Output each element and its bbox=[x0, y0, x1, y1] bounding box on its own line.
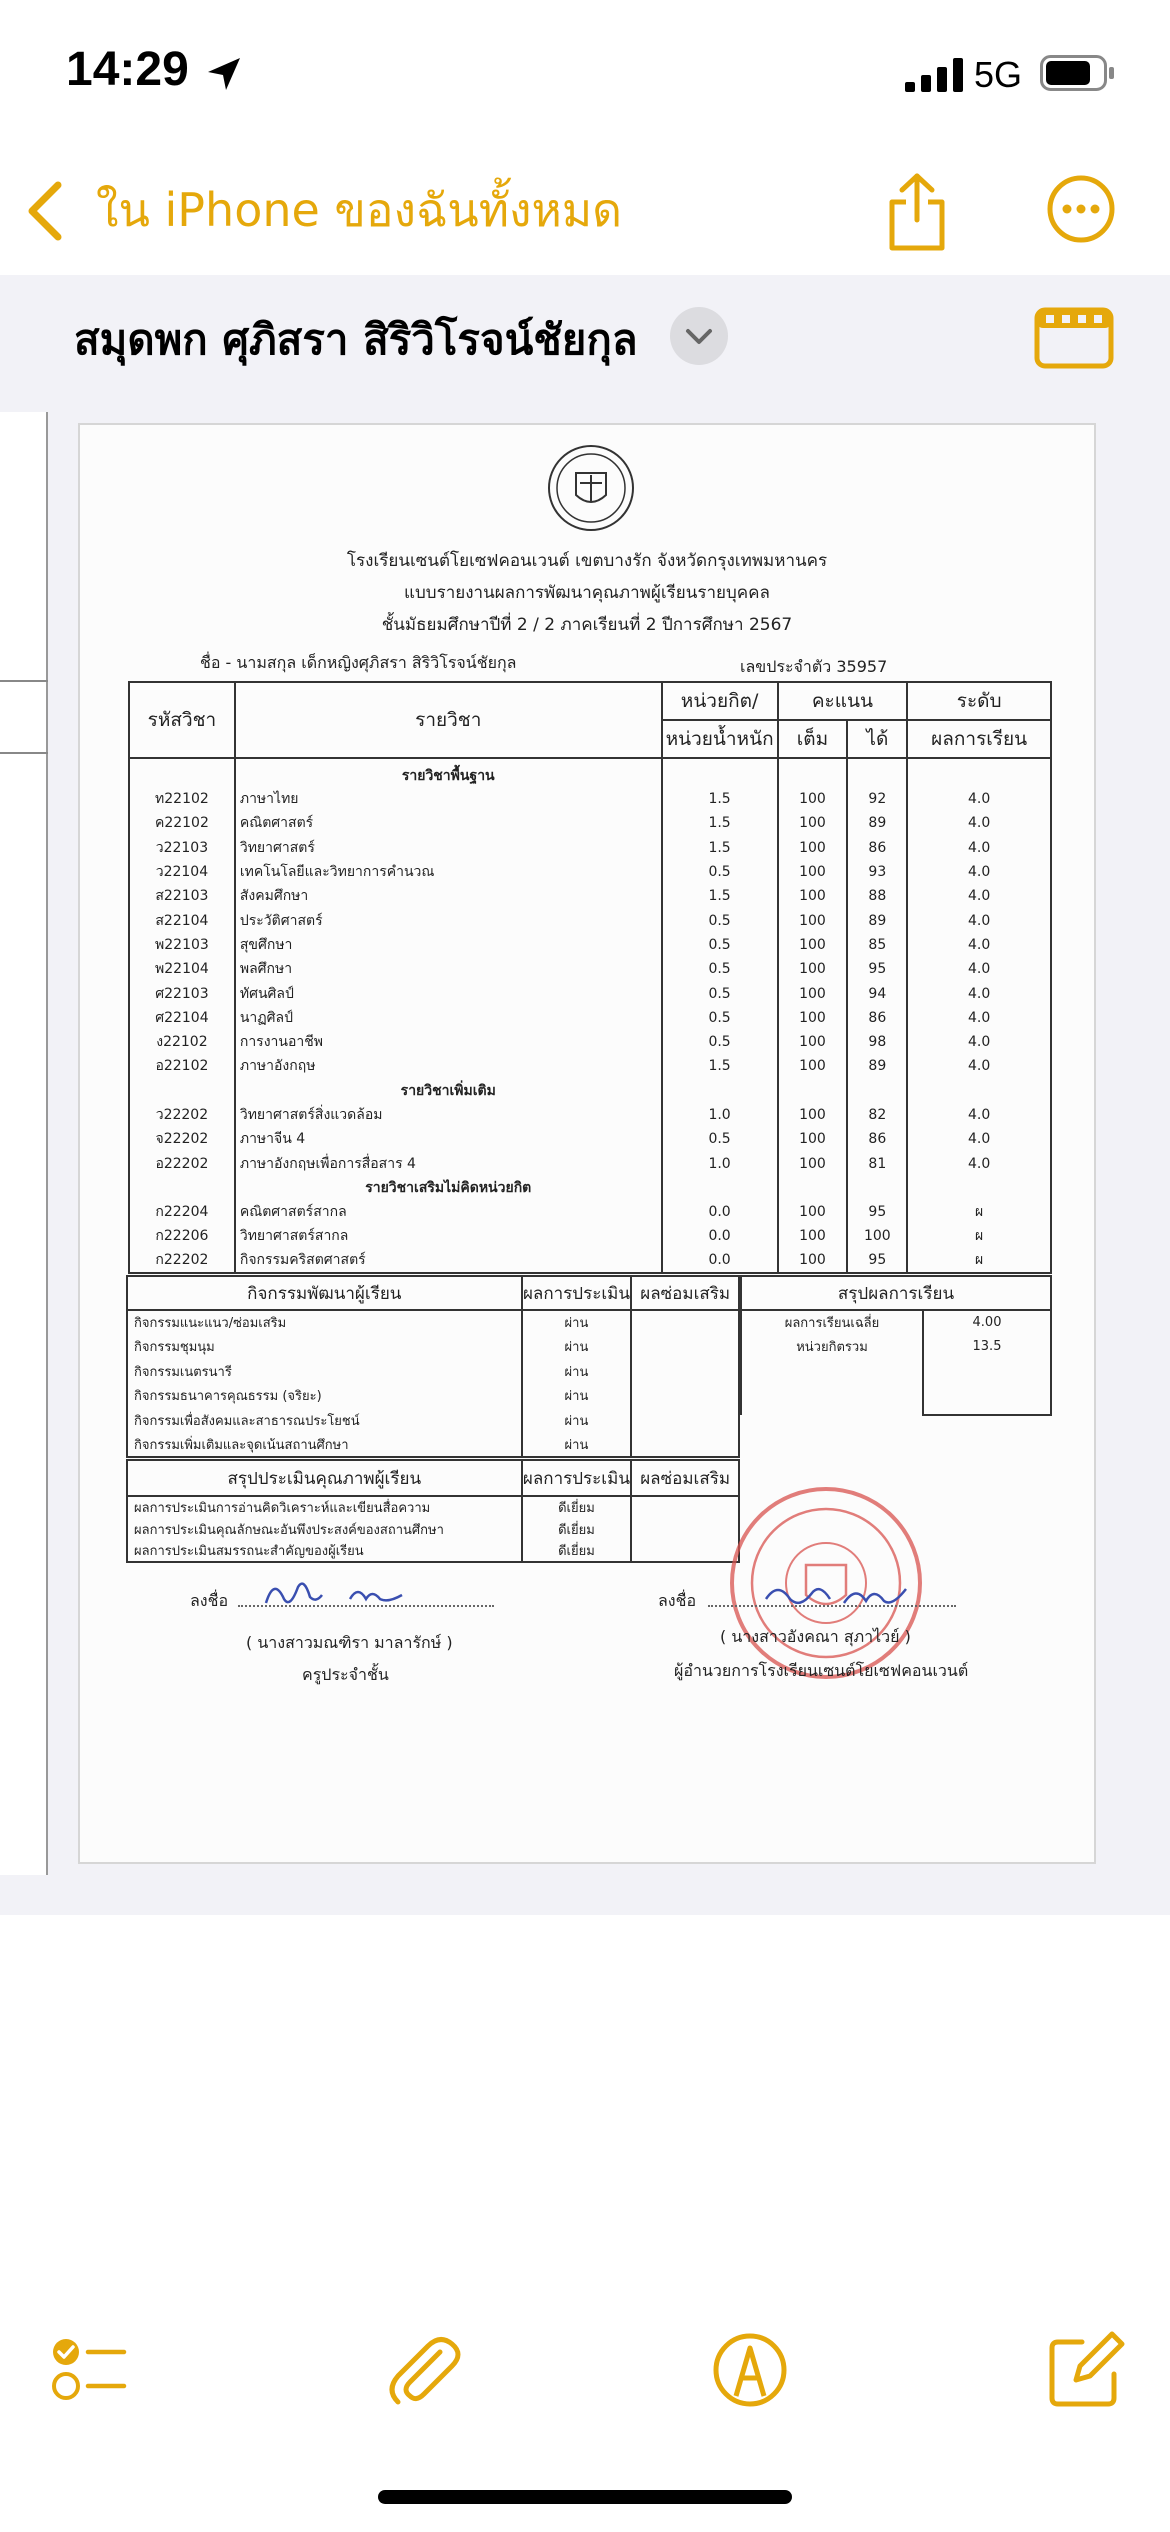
score-got: 88 bbox=[847, 884, 907, 908]
subject-code: พ22103 bbox=[129, 933, 235, 957]
score-got: 98 bbox=[847, 1030, 907, 1054]
table-row bbox=[129, 1151, 1051, 1175]
table-row bbox=[127, 1335, 739, 1360]
grade-level: 4.0 bbox=[907, 811, 1051, 835]
table-row bbox=[129, 981, 1051, 1005]
title-menu-button[interactable] bbox=[670, 307, 728, 365]
section-row bbox=[129, 758, 1051, 787]
battery-icon bbox=[1040, 55, 1116, 91]
row-remedy bbox=[631, 1518, 739, 1540]
subject-name: ภาษาจีน 4 bbox=[235, 1127, 662, 1151]
pen-tip-icon[interactable] bbox=[710, 2330, 790, 2410]
subject-code: จ22202 bbox=[129, 1127, 235, 1151]
student-name: ชื่อ - นามสกุล เด็กหญิงศุภิสรา สิริวิโรจน์ชัยกุล bbox=[200, 653, 517, 672]
row-result: ผ่าน bbox=[522, 1310, 632, 1335]
subject-credit: 1.5 bbox=[662, 787, 778, 811]
score-got: 89 bbox=[847, 811, 907, 835]
grade-level: ผ bbox=[907, 1249, 1051, 1273]
table-row bbox=[129, 811, 1051, 835]
score-got: 95 bbox=[847, 1200, 907, 1224]
table-row bbox=[129, 1054, 1051, 1078]
subject-code: ว22202 bbox=[129, 1103, 235, 1127]
col-quality-remedy: ผลซ่อมเสริม bbox=[631, 1460, 739, 1496]
row-remedy bbox=[631, 1384, 739, 1409]
table-row bbox=[129, 884, 1051, 908]
subject-credit: 0.5 bbox=[662, 908, 778, 932]
sign-label-right: ลงชื่อ bbox=[658, 1591, 697, 1610]
subject-name: วิทยาศาสตร์สิ่งแวดล้อม bbox=[235, 1103, 662, 1127]
subject-credit: 1.5 bbox=[662, 836, 778, 860]
subject-name: การงานอาชีพ bbox=[235, 1030, 662, 1054]
col-score: คะแนน bbox=[778, 682, 908, 720]
score-full: 100 bbox=[778, 1127, 848, 1151]
col-credit-bottom: หน่วยน้ำหนัก bbox=[662, 720, 778, 758]
subject-credit: 0.5 bbox=[662, 957, 778, 981]
subject-name: เทคโนโลยีและวิทยาการคำนวณ bbox=[235, 860, 662, 884]
grade-level: 4.0 bbox=[907, 860, 1051, 884]
subject-code: ส22104 bbox=[129, 908, 235, 932]
grade-level: 4.0 bbox=[907, 908, 1051, 932]
subject-name: วิทยาศาสตร์สากล bbox=[235, 1224, 662, 1248]
grade-level: ผ bbox=[907, 1200, 1051, 1224]
col-quality-result: ผลการประเมิน bbox=[522, 1460, 632, 1496]
table-row bbox=[129, 1249, 1051, 1273]
subject-code: ง22102 bbox=[129, 1030, 235, 1054]
scanned-report-page bbox=[80, 425, 1094, 1862]
share-icon[interactable] bbox=[884, 172, 950, 252]
score-full: 100 bbox=[778, 908, 848, 932]
score-got: 86 bbox=[847, 1006, 907, 1030]
table-row bbox=[127, 1540, 739, 1562]
grade-level: 4.0 bbox=[907, 957, 1051, 981]
subject-code: อ22102 bbox=[129, 1054, 235, 1078]
subject-name: ประวัติศาสตร์ bbox=[235, 908, 662, 932]
row-label: กิจกรรมธนาคารคุณธรรม (จริยะ) bbox=[127, 1384, 522, 1409]
grades-body bbox=[129, 758, 1051, 1273]
subject-name: วิทยาศาสตร์ bbox=[235, 836, 662, 860]
gpa-label: ผลการเรียนเฉลี่ย bbox=[741, 1310, 923, 1335]
score-full: 100 bbox=[778, 981, 848, 1005]
score-full: 100 bbox=[778, 787, 848, 811]
section-title: รายวิชาเสริมไม่คิดหน่วยกิต bbox=[235, 1176, 662, 1200]
summary-table bbox=[740, 1275, 1052, 1416]
col-quality: สรุปประเมินคุณภาพผู้เรียน bbox=[127, 1460, 522, 1496]
location-arrow-icon bbox=[204, 54, 244, 94]
grade-level: ผ bbox=[907, 1224, 1051, 1248]
subject-code: ท22102 bbox=[129, 787, 235, 811]
section-row bbox=[129, 1176, 1051, 1200]
grade-level: 4.0 bbox=[907, 981, 1051, 1005]
subject-name: สังคมศึกษา bbox=[235, 884, 662, 908]
score-got: 89 bbox=[847, 1054, 907, 1078]
summary-title: สรุปผลการเรียน bbox=[741, 1276, 1051, 1310]
subject-name: ทัศนศิลป์ bbox=[235, 981, 662, 1005]
col-activity-remedy: ผลซ่อมเสริม bbox=[631, 1276, 739, 1310]
score-got: 93 bbox=[847, 860, 907, 884]
grade-level: 4.0 bbox=[907, 1103, 1051, 1127]
document-title[interactable]: สมุดพก ศุภิสรา สิริวิโรจน์ชัยกุล bbox=[74, 315, 638, 364]
row-label: กิจกรรมเพื่อสังคมและสาธารณประโยชน์ bbox=[127, 1408, 522, 1433]
score-got: 95 bbox=[847, 1249, 907, 1273]
score-full: 100 bbox=[778, 1054, 848, 1078]
subject-credit: 1.5 bbox=[662, 884, 778, 908]
row-remedy bbox=[631, 1310, 739, 1335]
table-row bbox=[129, 908, 1051, 932]
col-activity-result: ผลการประเมิน bbox=[522, 1276, 632, 1310]
row-label: ผลการประเมินคุณลักษณะอันพึงประสงค์ของสถานศึกษา bbox=[127, 1518, 522, 1540]
subject-name: ภาษาอังกฤษ bbox=[235, 1054, 662, 1078]
row-remedy bbox=[631, 1359, 739, 1384]
subject-name: ภาษาไทย bbox=[235, 787, 662, 811]
score-full: 100 bbox=[778, 1103, 848, 1127]
status-bar bbox=[0, 0, 1170, 150]
subject-name: คณิตศาสตร์สากล bbox=[235, 1200, 662, 1224]
row-result: ผ่าน bbox=[522, 1408, 632, 1433]
table-row bbox=[129, 1224, 1051, 1248]
subject-credit: 0.0 bbox=[662, 1224, 778, 1248]
grade-level: 4.0 bbox=[907, 1054, 1051, 1078]
subject-code: อ22202 bbox=[129, 1151, 235, 1175]
row-result: ดีเยี่ยม bbox=[522, 1496, 632, 1518]
subject-name: พลศึกษา bbox=[235, 957, 662, 981]
row-remedy bbox=[631, 1433, 739, 1458]
section-title: รายวิชาพื้นฐาน bbox=[235, 758, 662, 787]
score-got: 95 bbox=[847, 957, 907, 981]
table-row bbox=[129, 933, 1051, 957]
subject-credit: 0.5 bbox=[662, 981, 778, 1005]
subject-credit: 0.5 bbox=[662, 860, 778, 884]
row-remedy bbox=[631, 1408, 739, 1433]
chevron-left-icon bbox=[22, 179, 66, 243]
grades-table bbox=[128, 681, 1052, 1274]
section-title: รายวิชาเพิ่มเติม bbox=[235, 1079, 662, 1103]
score-got: 89 bbox=[847, 908, 907, 932]
status-time: 14:29 bbox=[66, 43, 189, 96]
subject-name: ภาษาอังกฤษเพื่อการสื่อสาร 4 bbox=[235, 1151, 662, 1175]
report-title: แบบรายงานผลการพัฒนาคุณภาพผู้เรียนรายบุคคล bbox=[404, 583, 770, 603]
chevron-down-icon bbox=[670, 307, 728, 365]
score-full: 100 bbox=[778, 1224, 848, 1248]
col-subject: รายวิชา bbox=[235, 682, 662, 758]
subject-code: ส22103 bbox=[129, 884, 235, 908]
grade-level: 4.0 bbox=[907, 1030, 1051, 1054]
table-row bbox=[129, 1200, 1051, 1224]
table-row bbox=[129, 1030, 1051, 1054]
score-full: 100 bbox=[778, 1151, 848, 1175]
score-full: 100 bbox=[778, 933, 848, 957]
document-viewer[interactable] bbox=[0, 275, 1170, 1915]
teacher-signature-icon bbox=[260, 1573, 410, 1613]
subject-name: กิจกรรมคริสตศาสตร์ bbox=[235, 1249, 662, 1273]
subject-code: ว22103 bbox=[129, 836, 235, 860]
table-row bbox=[127, 1408, 739, 1433]
nav-bar bbox=[0, 150, 1170, 275]
table-row bbox=[129, 860, 1051, 884]
director-name: ( นางสาวอังคณา สุภาไวย์ ) bbox=[720, 1627, 911, 1646]
score-full: 100 bbox=[778, 1006, 848, 1030]
pages-grid-icon[interactable] bbox=[1034, 307, 1114, 369]
subject-code: ค22102 bbox=[129, 811, 235, 835]
teacher-role: ครูประจำชั้น bbox=[302, 1665, 389, 1684]
score-full: 100 bbox=[778, 1249, 848, 1273]
paperclip-icon[interactable] bbox=[384, 2330, 464, 2410]
credits-label: หน่วยกิตรวม bbox=[741, 1335, 923, 1360]
col-code: รหัสวิชา bbox=[129, 682, 235, 758]
row-remedy bbox=[631, 1335, 739, 1360]
col-level-top: ระดับ bbox=[907, 682, 1051, 720]
subject-code: พ22104 bbox=[129, 957, 235, 981]
score-full: 100 bbox=[778, 1200, 848, 1224]
home-indicator[interactable] bbox=[378, 2490, 792, 2504]
school-name: โรงเรียนเซนต์โยเซฟคอนเวนต์ เขตบางรัก จังหวัดกรุงเทพมหานคร bbox=[346, 551, 828, 571]
score-got: 94 bbox=[847, 981, 907, 1005]
score-got: 82 bbox=[847, 1103, 907, 1127]
score-full: 100 bbox=[778, 957, 848, 981]
score-got: 92 bbox=[847, 787, 907, 811]
subject-code: ก22202 bbox=[129, 1249, 235, 1273]
quality-table bbox=[126, 1459, 740, 1563]
subject-code: ก22206 bbox=[129, 1224, 235, 1248]
table-row bbox=[127, 1433, 739, 1458]
subject-credit: 0.0 bbox=[662, 1249, 778, 1273]
table-row bbox=[129, 836, 1051, 860]
teacher-name: ( นางสาวมณฑิรา มาลารักษ์ ) bbox=[246, 1633, 453, 1652]
row-remedy bbox=[631, 1496, 739, 1518]
score-got: 86 bbox=[847, 836, 907, 860]
subject-credit: 1.5 bbox=[662, 1054, 778, 1078]
network-type: 5G bbox=[974, 54, 1023, 95]
table-row bbox=[127, 1359, 739, 1384]
back-button[interactable] bbox=[22, 174, 622, 247]
row-label: ผลการประเมินสมรรถนะสำคัญของผู้เรียน bbox=[127, 1540, 522, 1562]
subject-credit: 0.0 bbox=[662, 1200, 778, 1224]
table-row bbox=[127, 1496, 739, 1518]
grade-level: 4.0 bbox=[907, 884, 1051, 908]
score-full: 100 bbox=[778, 811, 848, 835]
subject-code: ศ22103 bbox=[129, 981, 235, 1005]
table-row bbox=[129, 1127, 1051, 1151]
row-result: ผ่าน bbox=[522, 1335, 632, 1360]
grade-level: 4.0 bbox=[907, 787, 1051, 811]
grade-level: 4.0 bbox=[907, 933, 1051, 957]
row-label: กิจกรรมเพิ่มเติมและจุดเน้นสถานศึกษา bbox=[127, 1433, 522, 1458]
subject-name: สุขศึกษา bbox=[235, 933, 662, 957]
row-result: ผ่าน bbox=[522, 1433, 632, 1458]
row-remedy bbox=[631, 1540, 739, 1562]
row-label: กิจกรรมชุมนุม bbox=[127, 1335, 522, 1360]
row-result: ดีเยี่ยม bbox=[522, 1540, 632, 1562]
grade-level: 4.0 bbox=[907, 1006, 1051, 1030]
table-row bbox=[129, 957, 1051, 981]
subject-name: นาฏศิลป์ bbox=[235, 1006, 662, 1030]
subject-code: ก22204 bbox=[129, 1200, 235, 1224]
back-label: ใน iPhone ของฉันทั้งหมด bbox=[96, 183, 623, 237]
row-label: กิจกรรมแนะแนว/ซ่อมเสริม bbox=[127, 1310, 522, 1335]
table-row bbox=[127, 1384, 739, 1409]
gpa-value: 4.00 bbox=[923, 1310, 1051, 1335]
score-got: 85 bbox=[847, 933, 907, 957]
row-result: ผ่าน bbox=[522, 1359, 632, 1384]
row-label: ผลการประเมินการอ่านคิดวิเคราะห์และเขียนสื่อความ bbox=[127, 1496, 522, 1518]
grade-level: 4.0 bbox=[907, 836, 1051, 860]
compose-icon[interactable] bbox=[1046, 2330, 1126, 2410]
subject-credit: 1.0 bbox=[662, 1103, 778, 1127]
col-got: ได้ bbox=[847, 720, 907, 758]
grade-level: 4.0 bbox=[907, 1127, 1051, 1151]
table-row bbox=[129, 1006, 1051, 1030]
ellipsis-circle-icon[interactable] bbox=[1046, 174, 1116, 244]
subject-code: ว22104 bbox=[129, 860, 235, 884]
table-row bbox=[127, 1518, 739, 1540]
table-row bbox=[127, 1310, 739, 1335]
table-row bbox=[129, 787, 1051, 811]
school-seal-icon bbox=[546, 443, 636, 533]
subject-credit: 1.0 bbox=[662, 1151, 778, 1175]
subject-credit: 1.5 bbox=[662, 811, 778, 835]
col-credit-top: หน่วยกิต/ bbox=[662, 682, 778, 720]
subject-credit: 0.5 bbox=[662, 1127, 778, 1151]
score-got: 86 bbox=[847, 1127, 907, 1151]
table-row bbox=[129, 1103, 1051, 1127]
section-row bbox=[129, 1079, 1051, 1103]
col-activity: กิจกรรมพัฒนาผู้เรียน bbox=[127, 1276, 522, 1310]
subject-credit: 0.5 bbox=[662, 1030, 778, 1054]
grade-level: 4.0 bbox=[907, 1151, 1051, 1175]
subject-credit: 0.5 bbox=[662, 933, 778, 957]
credits-value: 13.5 bbox=[923, 1335, 1051, 1360]
col-full: เต็ม bbox=[778, 720, 848, 758]
score-got: 81 bbox=[847, 1151, 907, 1175]
bottom-toolbar bbox=[0, 2300, 1170, 2450]
subject-credit: 0.5 bbox=[662, 1006, 778, 1030]
col-level-bottom: ผลการเรียน bbox=[907, 720, 1051, 758]
score-full: 100 bbox=[778, 1030, 848, 1054]
student-id: เลขประจำตัว 35957 bbox=[740, 657, 888, 676]
activities-table bbox=[126, 1275, 740, 1458]
subject-code: ศ22104 bbox=[129, 1006, 235, 1030]
checklist-icon[interactable] bbox=[48, 2330, 128, 2410]
director-signature-icon bbox=[760, 1575, 910, 1615]
score-full: 100 bbox=[778, 860, 848, 884]
row-label: กิจกรรมเนตรนารี bbox=[127, 1359, 522, 1384]
score-full: 100 bbox=[778, 836, 848, 860]
subject-name: คณิตศาสตร์ bbox=[235, 811, 662, 835]
score-got: 100 bbox=[847, 1224, 907, 1248]
director-role: ผู้อำนวยการโรงเรียนเซนต์โยเซฟคอนเวนต์ bbox=[674, 1661, 969, 1680]
score-full: 100 bbox=[778, 884, 848, 908]
signal-icon bbox=[905, 58, 963, 92]
sign-label-left: ลงชื่อ bbox=[190, 1591, 229, 1610]
row-result: ผ่าน bbox=[522, 1384, 632, 1409]
previous-page-thumbnail[interactable] bbox=[0, 412, 48, 1875]
row-result: ดีเยี่ยม bbox=[522, 1518, 632, 1540]
class-term: ชั้นมัธยมศึกษาปีที่ 2 / 2 ภาคเรียนที่ 2 ปีการศึกษา 2567 bbox=[381, 615, 793, 635]
